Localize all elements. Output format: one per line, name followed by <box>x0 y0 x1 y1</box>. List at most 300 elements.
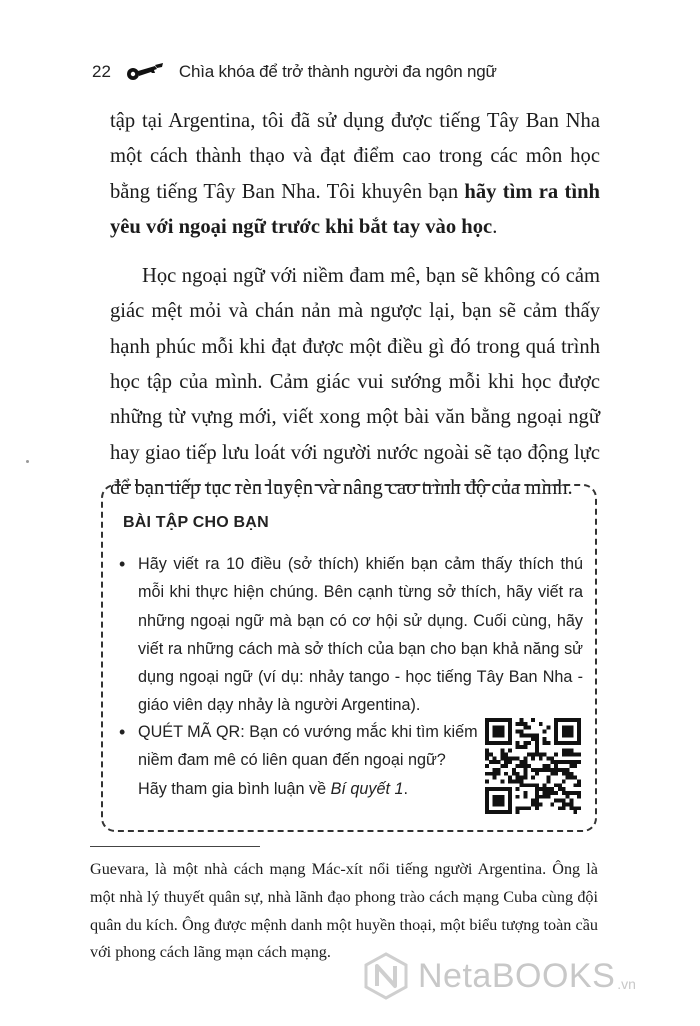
qr-module <box>562 802 566 806</box>
qr-module <box>546 776 550 780</box>
qr-module <box>520 730 524 734</box>
qr-module <box>516 806 520 810</box>
qr-module <box>493 810 497 814</box>
qr-module <box>573 764 577 768</box>
qr-module <box>512 779 516 783</box>
qr-module <box>535 745 539 749</box>
qr-module <box>497 733 501 737</box>
qr-module <box>508 806 512 810</box>
qr-module <box>523 741 527 745</box>
qr-module <box>493 795 497 799</box>
qr-module <box>489 772 493 776</box>
qr-module <box>489 718 493 722</box>
footnote: Guevara, là một nhà cách mạng Mác-xít nổi tiếng người Argentina. Ông là một nhà lý thuyết quân sự, nhà lãnh đạo phong trào cách mạng Cuba cùng đội quân du kích. Ông được mệnh danh một huyền thoại, một biểu tượng toàn cầu với phong cách lãng mạn cách mạng. <box>90 860 598 962</box>
qr-module <box>508 730 512 734</box>
qr-module <box>539 787 543 791</box>
qr-module <box>527 806 531 810</box>
qr-module <box>539 756 543 760</box>
qr-module <box>543 753 547 757</box>
qr-module <box>535 741 539 745</box>
margin-speck <box>26 460 29 463</box>
qr-module <box>573 783 577 787</box>
qr-module <box>508 802 512 806</box>
qr-module <box>493 760 497 764</box>
qr-module <box>573 776 577 780</box>
paragraph-1-end: . <box>492 215 498 238</box>
qr-module <box>562 741 566 745</box>
qr-module <box>566 749 570 753</box>
qr-module <box>577 730 581 734</box>
exercise-item-1 <box>119 550 583 720</box>
qr-module <box>497 730 501 734</box>
qr-module <box>508 810 512 814</box>
qr-module <box>489 741 493 745</box>
paragraph-2: Học ngoại ngữ với niềm đam mê, bạn sẽ không có cảm giác mệt mỏi và chán nản mà ngược lại, bạn sẽ cảm thấy hạnh phúc mỗi khi đạt được một điều gì đó trong quá trình học tập của mình. Cảm giác vui sướng mỗi khi học được những từ vựng mới, viết xong một bài văn bằng ngoại ngữ hay giao tiếp lưu loát với người nước ngoài sẽ tạo động lực để bạn tiếp tục rèn luyện và nâng cao trình độ của mình. <box>110 265 600 499</box>
qr-module <box>516 795 520 799</box>
qr-module <box>489 760 493 764</box>
qr-module <box>504 764 508 768</box>
qr-module <box>504 753 508 757</box>
qr-module <box>500 749 504 753</box>
qr-module <box>500 799 504 803</box>
qr-module <box>531 802 535 806</box>
qr-module <box>485 799 489 803</box>
qr-module <box>508 776 512 780</box>
qr-module <box>554 726 558 730</box>
qr-module <box>523 806 527 810</box>
qr-module <box>577 806 581 810</box>
qr-module <box>546 779 550 783</box>
qr-module <box>508 760 512 764</box>
qr-module <box>508 795 512 799</box>
qr-module <box>520 722 524 726</box>
qr-module <box>569 726 573 730</box>
qr-module <box>500 802 504 806</box>
qr-module <box>523 733 527 737</box>
qr-module <box>516 756 520 760</box>
qr-module <box>558 760 562 764</box>
qr-module <box>539 802 543 806</box>
exercise-item-2 <box>119 718 479 803</box>
qr-module <box>520 760 524 764</box>
qr-module <box>554 764 558 768</box>
qr-module <box>573 753 577 757</box>
qr-module <box>566 730 570 734</box>
qr-module <box>497 795 501 799</box>
qr-module <box>493 718 497 722</box>
qr-module <box>577 760 581 764</box>
qr-module <box>535 787 539 791</box>
paragraph-1-text: tập tại Argentina, tôi đã sử dụng được tiếng Tây Ban Nha một cách thành thạo và đạt điểm cao trong các môn học bằng tiếng Tây Ban Nha. Tôi khuyên bạn <box>110 110 600 203</box>
qr-module <box>577 722 581 726</box>
qr-module <box>558 799 562 803</box>
qr-module <box>535 783 539 787</box>
qr-module <box>520 733 524 737</box>
qr-module <box>485 730 489 734</box>
qr-module <box>543 730 547 734</box>
qr-module <box>546 768 550 772</box>
qr-module <box>531 768 535 772</box>
qr-module <box>569 802 573 806</box>
qr-module <box>500 733 504 737</box>
key-icon <box>125 61 165 83</box>
qr-module <box>516 772 520 776</box>
qr-module <box>512 768 516 772</box>
qr-module <box>485 718 489 722</box>
qr-module <box>485 779 489 783</box>
exercise-item-1-text: Hãy viết ra 10 điều (sở thích) khiến bạn cảm thấy thích thú mỗi khi thực hiện chúng. Bên cạnh từng sở thích, hãy viết ra những ngoại ngữ mà bạn có cơ hội sử dụng. Cuối cùng, hãy viết ra những cách mà sở thích của bạn cho bạn khả năng sử dụng ngoại ngữ (ví dụ: nhảy tango - học tiếng Tây Ban Nha - giáo viên dạy nhảy là người Argentina). <box>138 555 583 715</box>
qr-module <box>562 753 566 757</box>
qr-module <box>539 768 543 772</box>
qr-module <box>562 730 566 734</box>
qr-module <box>566 741 570 745</box>
qr-module <box>558 783 562 787</box>
qr-module <box>562 749 566 753</box>
qr-module <box>543 737 547 741</box>
qr-module <box>500 718 504 722</box>
qr-module <box>531 756 535 760</box>
qr-module <box>554 768 558 772</box>
qr-module <box>508 787 512 791</box>
qr-module <box>500 779 504 783</box>
qr-module <box>562 760 566 764</box>
qr-module <box>523 760 527 764</box>
qr-module <box>527 783 531 787</box>
qr-module <box>497 787 501 791</box>
qr-module <box>531 753 535 757</box>
qr-module <box>489 787 493 791</box>
qr-module <box>497 810 501 814</box>
qr-module <box>531 737 535 741</box>
qr-module <box>516 730 520 734</box>
qr-module <box>546 787 550 791</box>
qr-module <box>562 733 566 737</box>
qr-module <box>577 791 581 795</box>
qr-module <box>516 787 520 791</box>
qr-module <box>531 799 535 803</box>
qr-module <box>535 806 539 810</box>
qr-module <box>569 791 573 795</box>
qr-module <box>562 799 566 803</box>
qr-module <box>546 764 550 768</box>
qr-module <box>546 795 550 799</box>
qr-module <box>520 779 524 783</box>
qr-module <box>539 722 543 726</box>
qr-module <box>523 745 527 749</box>
exercise-box <box>101 484 597 832</box>
qr-module <box>523 776 527 780</box>
qr-module <box>504 756 508 760</box>
qr-module <box>504 741 508 745</box>
qr-module <box>577 779 581 783</box>
qr-module <box>508 718 512 722</box>
qr-module <box>493 768 497 772</box>
qr-module <box>520 806 524 810</box>
qr-module <box>485 802 489 806</box>
qr-module <box>566 795 570 799</box>
qr-module <box>573 741 577 745</box>
qr-module <box>504 718 508 722</box>
qr-module <box>573 791 577 795</box>
running-title: Chìa khóa để trở thành người đa ngôn ngữ <box>178 62 497 81</box>
qr-module <box>493 730 497 734</box>
qr-module <box>493 776 497 780</box>
qr-module <box>554 799 558 803</box>
qr-module <box>485 726 489 730</box>
qr-module <box>562 768 566 772</box>
qr-module <box>535 795 539 799</box>
watermark <box>362 952 636 1000</box>
qr-module <box>527 753 531 757</box>
qr-module <box>569 749 573 753</box>
qr-module <box>500 741 504 745</box>
qr-module <box>485 756 489 760</box>
qr-module <box>550 756 554 760</box>
qr-module <box>508 749 512 753</box>
qr-module <box>508 726 512 730</box>
qr-module <box>527 726 531 730</box>
qr-module <box>520 783 524 787</box>
qr-module <box>485 737 489 741</box>
qr-module <box>508 733 512 737</box>
qr-module <box>500 764 504 768</box>
qr-module <box>577 753 581 757</box>
qr-module <box>543 764 547 768</box>
qr-module <box>566 718 570 722</box>
qr-module <box>569 764 573 768</box>
qr-module <box>569 733 573 737</box>
qr-module <box>554 741 558 745</box>
qr-module <box>504 772 508 776</box>
qr-module <box>569 760 573 764</box>
qr-module <box>485 749 489 753</box>
qr-module <box>554 791 558 795</box>
qr-module <box>577 783 581 787</box>
qr-module <box>554 783 558 787</box>
qr-module <box>512 772 516 776</box>
qr-module <box>516 779 520 783</box>
qr-module <box>558 718 562 722</box>
qr-module <box>558 787 562 791</box>
qr-module <box>523 768 527 772</box>
qr-module <box>573 810 577 814</box>
qr-module <box>535 768 539 772</box>
qr-module <box>573 718 577 722</box>
qr-module <box>569 718 573 722</box>
paragraph-1-emphasis: hãy tìm ra tình yêu với ngoại ngữ trước khi bắt tay vào học <box>110 180 600 238</box>
exercise-item-2-text <box>138 718 479 803</box>
qr-module <box>535 791 539 795</box>
qr-module <box>508 741 512 745</box>
qr-module <box>577 795 581 799</box>
qr-module <box>573 806 577 810</box>
qr-module <box>569 753 573 757</box>
qr-module <box>543 787 547 791</box>
qr-module <box>527 741 531 745</box>
qr-module <box>500 787 504 791</box>
qr-module <box>543 795 547 799</box>
qr-module <box>523 791 527 795</box>
qr-module <box>562 806 566 810</box>
qr-module <box>489 753 493 757</box>
qr-code-icon[interactable] <box>485 718 581 814</box>
qr-module <box>566 772 570 776</box>
qr-module <box>562 791 566 795</box>
qr-module <box>520 718 524 722</box>
qr-module <box>566 733 570 737</box>
qr-module <box>550 787 554 791</box>
qr-module <box>562 779 566 783</box>
qr-module <box>554 753 558 757</box>
qr-module <box>569 741 573 745</box>
qr-module <box>508 791 512 795</box>
qr-module <box>569 806 573 810</box>
qr-module <box>508 737 512 741</box>
qr-module <box>504 810 508 814</box>
qr-module <box>550 772 554 776</box>
qr-module <box>508 799 512 803</box>
qr-module <box>485 806 489 810</box>
qr-module <box>558 768 562 772</box>
qr-module <box>485 741 489 745</box>
qr-module <box>546 756 550 760</box>
qr-module <box>485 772 489 776</box>
qr-module <box>566 753 570 757</box>
qr-module <box>523 772 527 776</box>
qr-module <box>558 741 562 745</box>
qr-module <box>493 726 497 730</box>
main-body <box>110 104 600 506</box>
qr-module <box>566 776 570 780</box>
qr-module <box>554 733 558 737</box>
bullet-icon: • <box>119 554 126 574</box>
qr-module <box>497 772 501 776</box>
qr-module <box>550 768 554 772</box>
qr-module <box>562 718 566 722</box>
qr-module <box>508 756 512 760</box>
qr-module <box>554 722 558 726</box>
qr-module <box>577 741 581 745</box>
qr-module <box>543 768 547 772</box>
qr-module <box>500 810 504 814</box>
bullet-icon: • <box>119 722 126 742</box>
qr-module <box>569 776 573 780</box>
qr-module <box>566 760 570 764</box>
qr-module <box>566 802 570 806</box>
qr-module <box>539 753 543 757</box>
qr-module <box>562 726 566 730</box>
qr-module <box>520 745 524 749</box>
qr-module <box>520 764 524 768</box>
qr-module <box>485 733 489 737</box>
qr-module <box>497 760 501 764</box>
qr-module <box>527 733 531 737</box>
footnote-divider <box>90 846 260 847</box>
qr-module <box>535 753 539 757</box>
qr-module <box>531 783 535 787</box>
page-header <box>92 56 497 88</box>
qr-module <box>493 756 497 760</box>
qr-module <box>546 726 550 730</box>
qr-module <box>485 791 489 795</box>
qr-module <box>493 802 497 806</box>
qr-module <box>554 772 558 776</box>
qr-module <box>569 772 573 776</box>
qr-module <box>500 756 504 760</box>
qr-module <box>493 799 497 803</box>
qr-module <box>558 806 562 810</box>
paragraph-1 <box>110 104 600 245</box>
qr-module <box>485 753 489 757</box>
qr-module <box>516 810 520 814</box>
qr-module <box>489 810 493 814</box>
qr-module <box>562 787 566 791</box>
qr-module <box>516 722 520 726</box>
exercise-title: BÀI TẬP CHO BẠN <box>123 514 269 531</box>
qr-module <box>577 718 581 722</box>
qr-module <box>512 756 516 760</box>
qr-module <box>535 772 539 776</box>
qr-module <box>535 749 539 753</box>
qr-module <box>535 802 539 806</box>
qr-module <box>516 776 520 780</box>
qr-module <box>493 772 497 776</box>
qr-module <box>504 760 508 764</box>
qr-module <box>500 753 504 757</box>
qr-module <box>523 722 527 726</box>
qr-module <box>523 726 527 730</box>
qr-module <box>546 741 550 745</box>
qr-module <box>500 730 504 734</box>
qr-module <box>508 779 512 783</box>
qr-module <box>485 787 489 791</box>
qr-module <box>535 799 539 803</box>
qr-module <box>485 795 489 799</box>
exercise-item-2-italic: Bí quyết 1 <box>330 779 404 798</box>
qr-module <box>493 733 497 737</box>
qr-module <box>562 772 566 776</box>
qr-module <box>531 733 535 737</box>
qr-module <box>523 795 527 799</box>
qr-module <box>516 764 520 768</box>
qr-module <box>535 737 539 741</box>
qr-module <box>543 741 547 745</box>
qr-module <box>516 745 520 749</box>
qr-module <box>543 791 547 795</box>
qr-module <box>554 730 558 734</box>
watermark-suffix: .vn <box>617 976 636 992</box>
qr-module <box>566 791 570 795</box>
qr-module <box>566 726 570 730</box>
netabooks-logo-icon <box>362 952 410 1000</box>
qr-module <box>523 764 527 768</box>
qr-module <box>550 802 554 806</box>
exercise-item-2-body: QUÉT MÃ QR: Bạn có vướng mắc khi tìm kiếm niềm đam mê có liên quan đến ngoại ngữ? Hãy tham gia bình luận về <box>138 723 478 798</box>
qr-module <box>497 718 501 722</box>
qr-module <box>485 810 489 814</box>
qr-module <box>493 741 497 745</box>
qr-module <box>504 787 508 791</box>
qr-module <box>497 799 501 803</box>
qr-module <box>543 783 547 787</box>
qr-module <box>573 760 577 764</box>
qr-module <box>577 733 581 737</box>
qr-module <box>550 791 554 795</box>
qr-module <box>485 764 489 768</box>
qr-module <box>516 741 520 745</box>
qr-module <box>527 764 531 768</box>
qr-module <box>539 795 543 799</box>
